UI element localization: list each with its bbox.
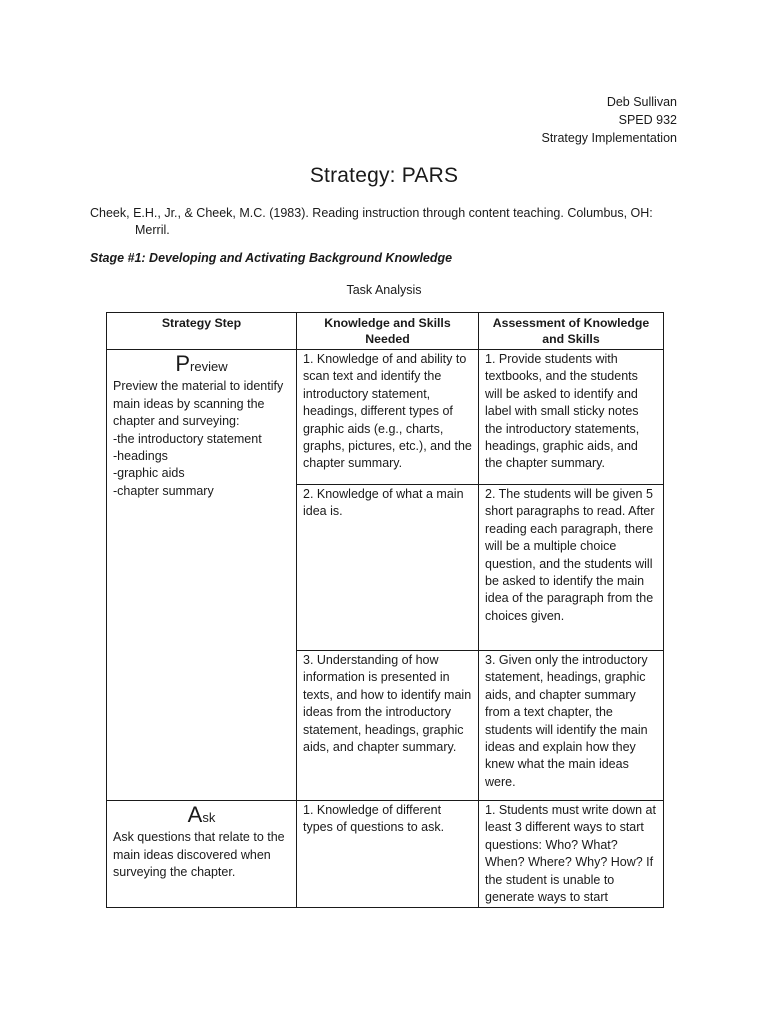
step-title-preview — [113, 351, 290, 376]
assessment-cell: 2. The students will be given 5 short paragraphs to read. After reading each paragraph, there will be a multiple choice question, and the students will be asked to identify the main idea of the paragraph from the choices given. — [479, 485, 664, 651]
step-description: Ask questions that relate to the main ideas discovered when surveying the chapter. — [113, 830, 285, 880]
stage-heading: Stage #1: Developing and Activating Background Knowledge — [90, 251, 453, 265]
header-knowledge-skills: Knowledge and Skills Needed — [297, 313, 479, 350]
step-letter-rest: sk — [202, 810, 216, 825]
step-cell-preview — [107, 350, 297, 801]
step-letter-rest: review — [190, 359, 228, 374]
step-title-ask — [113, 802, 290, 827]
citation — [90, 205, 680, 239]
knowledge-cell: 1. Knowledge of different types of questions to ask. — [297, 801, 479, 908]
table-row — [107, 350, 664, 485]
assignment-name: Strategy Implementation — [541, 131, 677, 145]
step-letter: A — [187, 802, 203, 827]
header-strategy-step: Strategy Step — [107, 313, 297, 350]
author-name: Deb Sullivan — [606, 95, 677, 109]
table-row — [107, 801, 664, 908]
knowledge-cell: 2. Knowledge of what a main idea is. — [297, 485, 479, 651]
step-cell-ask — [107, 801, 297, 908]
assessment-cell: 3. Given only the introductory statement, headings, graphic aids, and chapter summary from a text chapter, the students will identify the main ideas and explain how they knew what the main ideas were. — [479, 651, 664, 801]
table-title: Task Analysis — [346, 283, 422, 297]
step-description: Preview the material to identify main ideas by scanning the chapter and surveying: -the introductory statement -headings -graphic aids -chapter summary — [113, 379, 284, 498]
knowledge-cell: 1. Knowledge of and ability to scan text and identify the introductory statement, headings, different types of graphic aids (e.g., charts, graphs, pictures, etc.), and the chapter summary. — [297, 350, 479, 485]
course-code: SPED 932 — [618, 113, 677, 127]
step-letter: P — [175, 351, 191, 376]
citation-line-2: Merril. — [135, 223, 170, 237]
knowledge-cell: 3. Understanding of how information is presented in texts, and how to identify main ideas from the introductory statement, headings, graphic aids, and chapter summary. — [297, 651, 479, 801]
author-header — [542, 93, 678, 147]
assessment-cell: 1. Provide students with textbooks, and the students will be asked to identify and label with small sticky notes the introductory statements, headings, graphic aids, and the chapter summary. — [479, 350, 664, 485]
document-title: Strategy: PARS — [309, 164, 459, 187]
citation-line-1: Cheek, E.H., Jr., & Cheek, M.C. (1983). Reading instruction through content teaching. Columbus, OH: — [90, 206, 653, 220]
assessment-cell: 1. Students must write down at least 3 different ways to start questions: Who? What? When? Where? Why? How? If the student is unable to generate ways to start — [479, 801, 664, 908]
task-analysis-table — [106, 312, 664, 908]
header-assessment: Assessment of Knowledge and Skills — [479, 313, 664, 350]
table-header-row — [107, 313, 664, 350]
